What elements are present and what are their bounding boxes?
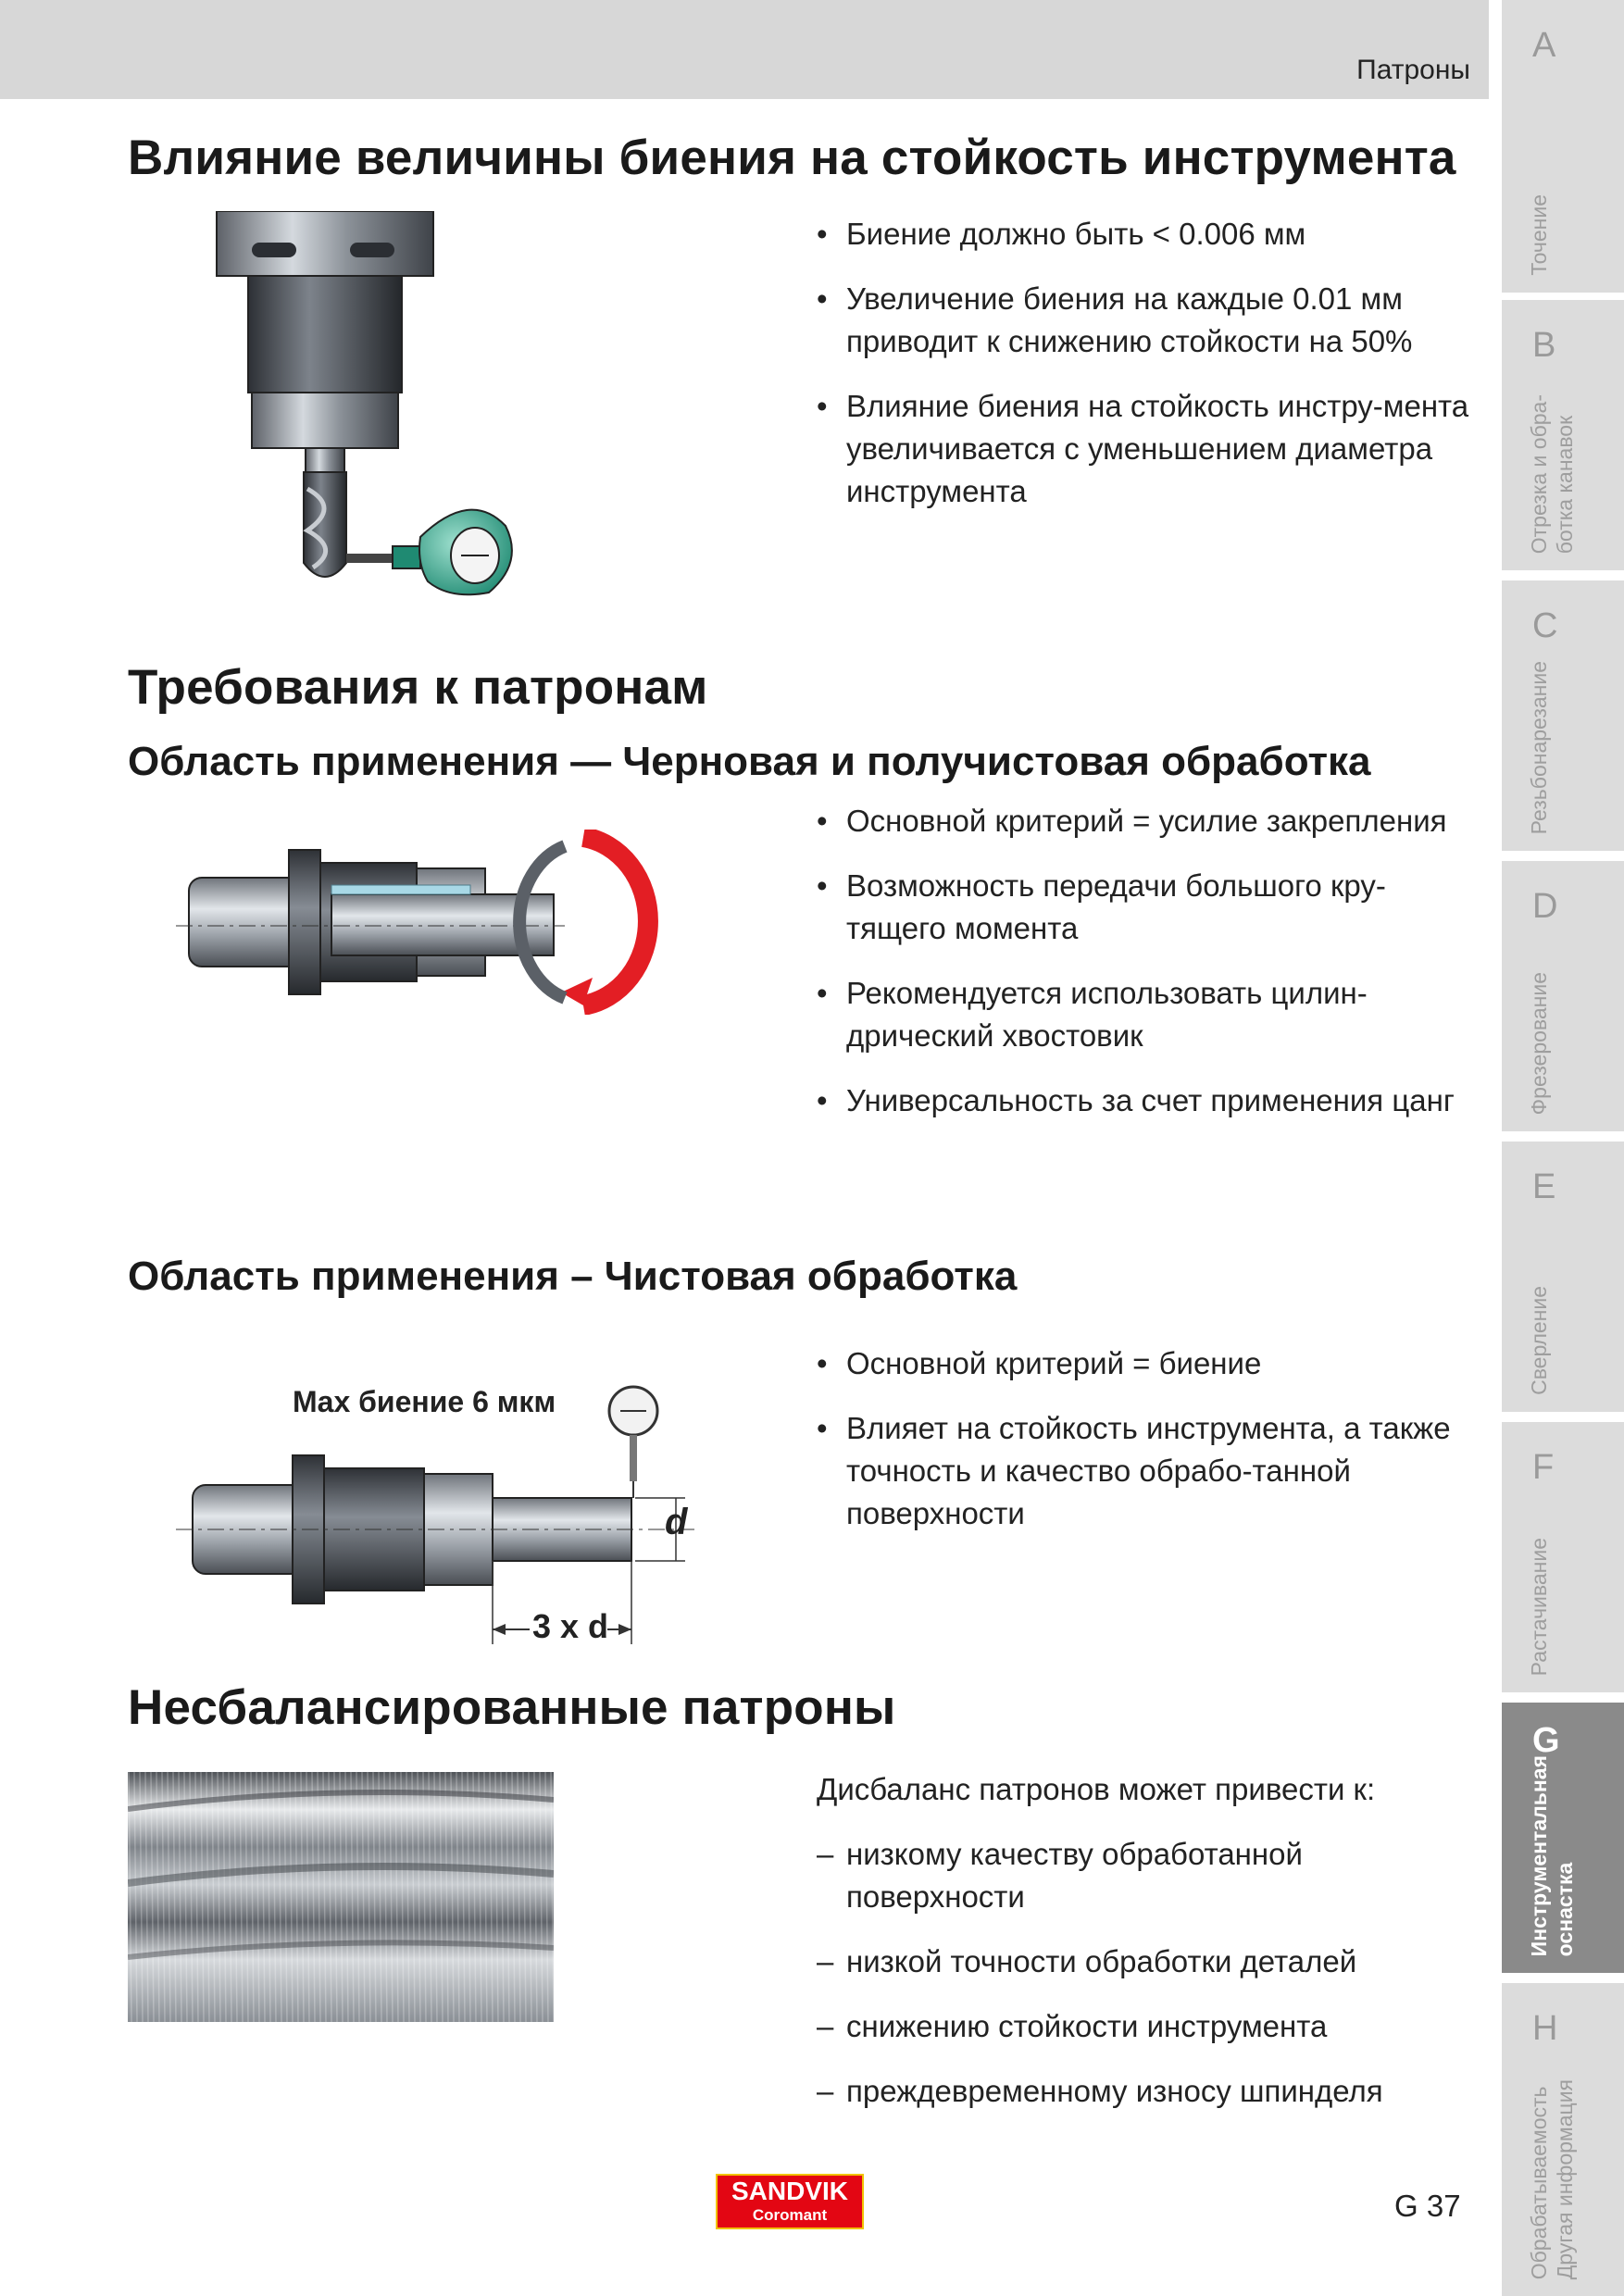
list-item: • Возможность передачи большого кру-тящего момента	[817, 865, 1483, 950]
list-item: • Рекомендуется использовать цилин-дрический хвостовик	[817, 972, 1483, 1057]
list-item: • Универсальность за счет применения цанг	[817, 1079, 1483, 1122]
tab-machinability[interactable]	[1502, 1983, 1624, 2296]
tab-letter: E	[1532, 1167, 1556, 1206]
tab-boring[interactable]	[1502, 1422, 1624, 1692]
tab-label: Точение	[1527, 194, 1551, 276]
page-number: G 37	[1394, 2189, 1461, 2223]
tab-threading[interactable]	[1502, 580, 1624, 851]
tab-letter: H	[1532, 2009, 1558, 2048]
heading-unbalanced: Несбалансированные патроны	[128, 1680, 896, 1735]
subheading-roughing: Область применения — Черновая и получистовая обработка	[128, 739, 1371, 784]
dimension-d-label: d	[665, 1502, 688, 1542]
tab-label: Инструментальная оснастка	[1527, 1754, 1577, 1956]
list-item: • Влияет на стойкость инструмента, а также точность и качество обрабо-танной поверхности	[817, 1407, 1483, 1535]
tab-label: Отрезка и обра- ботка канавок	[1527, 393, 1577, 554]
runout-figure	[211, 211, 526, 600]
list-item: • Биение должно быть < 0.006 мм	[817, 213, 1483, 256]
tab-label: Обрабатываемость Другая информация	[1527, 2078, 1577, 2279]
tab-tool-holding[interactable]	[1502, 1703, 1624, 1973]
finishing-figure	[176, 1370, 694, 1648]
list-item: – преждевременному износу шпинделя	[817, 2070, 1483, 2113]
tab-milling[interactable]	[1502, 861, 1624, 1131]
tab-drilling[interactable]	[1502, 1142, 1624, 1412]
surface-photo	[128, 1772, 554, 2022]
heading-requirements: Требования к патронам	[128, 660, 708, 715]
tab-letter: D	[1532, 887, 1558, 926]
finishing-bullets	[817, 1342, 1483, 1557]
header-bar	[0, 0, 1489, 99]
tab-label: Фрезерование	[1527, 971, 1551, 1115]
unbalanced-intro: Дисбаланс патронов может привести к:	[817, 1772, 1376, 1806]
logo-subtext: Coromant	[752, 2206, 828, 2224]
list-item: – низкой точности обработки деталей	[817, 1940, 1483, 1983]
tab-letter: F	[1532, 1448, 1555, 1487]
list-item: • Увеличение биения на каждые 0.01 мм приводит к снижению стойкости на 50%	[817, 278, 1483, 363]
tab-letter: C	[1532, 606, 1558, 645]
tab-letter: G	[1532, 1721, 1560, 1760]
tab-letter: A	[1532, 26, 1556, 65]
chapter-sidebar	[1502, 0, 1624, 2296]
roughing-figure	[176, 830, 685, 1015]
list-item: • Влияние биения на стойкость инстру-мента увеличивается с уменьшением диаметра инструмента	[817, 385, 1483, 513]
tab-turning[interactable]	[1502, 0, 1624, 293]
list-item: – низкому качеству обработанной поверхности	[817, 1833, 1483, 1918]
tab-label: Растачивание	[1527, 1537, 1551, 1676]
logo-text: SANDVIK	[731, 2177, 848, 2205]
heading-runout: Влияние величины биения на стойкость инструмента	[128, 131, 1456, 185]
tab-letter: B	[1532, 326, 1556, 365]
runout-bullets	[817, 213, 1483, 535]
roughing-bullets	[817, 800, 1483, 1144]
list-item: • Основной критерий = усилие закрепления	[817, 800, 1483, 842]
dimension-length-label: 3 x d	[531, 1607, 609, 1645]
tab-label: Сверление	[1527, 1286, 1551, 1395]
list-item: – снижению стойкости инструмента	[817, 2005, 1483, 2048]
unbalanced-list	[817, 1833, 1483, 2135]
subheading-finishing: Область применения – Чистовая обработка	[128, 1254, 1018, 1299]
tab-label: Резьбонарезание	[1527, 660, 1551, 834]
section-name: Патроны	[1356, 55, 1470, 85]
figure-label-max-runout: Max биение 6 мкм	[293, 1385, 556, 1418]
tab-parting-grooving[interactable]	[1502, 300, 1624, 570]
sandvik-logo	[716, 2174, 864, 2229]
list-item: • Основной критерий = биение	[817, 1342, 1483, 1385]
